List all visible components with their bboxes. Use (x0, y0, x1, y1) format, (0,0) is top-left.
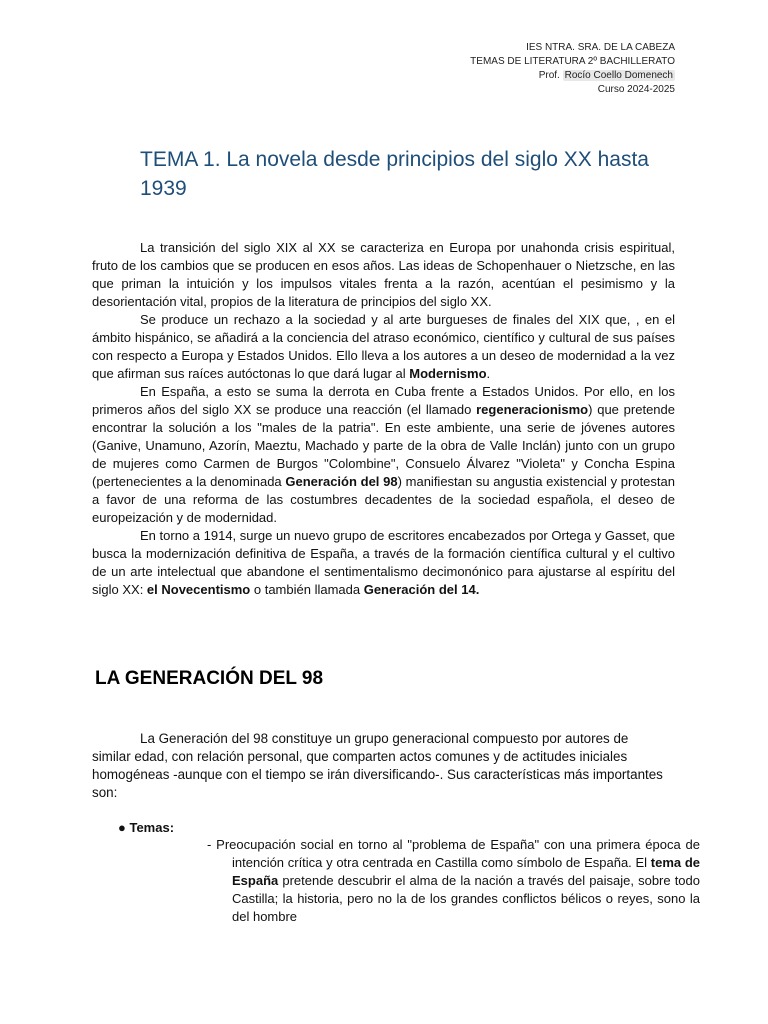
intro-paragraph-2: Se produce un rechazo a la sociedad y al arte burgueses de finales del XIX que, , en el ámbito hispánico, se añadirá a la conciencia del atraso económico, científico y cultural de sus países con respecto a Europa y Estados Unidos. Ello lleva a los autores a un deseo de modernidad a la vez que afirman sus raíces autóctonas lo que dará lugar al Modernismo. (92, 312, 675, 381)
professor-name: Rocío Coello Domenech (564, 70, 673, 81)
intro-text (92, 239, 675, 599)
course-year: Curso 2024-2025 (597, 84, 675, 95)
page-title: TEMA 1. La novela desde principios del siglo XX hasta 1939 (140, 148, 649, 200)
section-heading: LA GENERACIÓN DEL 98 (95, 668, 324, 689)
professor-line (470, 69, 675, 83)
section-intro: La Generación del 98 constituye un grupo generacional compuesto por autores de similar edad, con relación personal, que comparten actos comunes y de actitudes iniciales homogéneas -aunque con el tiempo se irán diversificando-. Sus características más importantes son: (92, 731, 663, 800)
subject-line: TEMAS DE LITERATURA 2º BACHILLERATO (470, 56, 675, 67)
document-header (470, 41, 675, 97)
intro-paragraph-1: La transición del siglo XIX al XX se caracteriza en Europa por unahonda crisis espiritual, fruto de los cambios que se producen en esos años. Las ideas de Schopenhauer o Nietzsche, en las que priman la intuición y los impulsos vitales frenta a la razón, acentúan el pesimismo y la desorientación vital, propios de la literatura de principios del siglo XX. (92, 240, 675, 309)
intro-paragraph-3: En España, a esto se suma la derrota en Cuba frente a Estados Unidos. Por ello, en los primeros años del siglo XX se produce una reacción (el llamado regeneracionismo) que pretende encontrar la solución a los "males de la patria". En este ambiente, una serie de jóvenes autores (Ganive, Unamuno, Azorín, Maeztu, Machado y parte de la obra de Valle Inclán) junto con un grupo de mujeres como Carmen de Burgos "Colombine", Consuelo Álvarez "Violeta" y Concha Espina (pertenecientes a la denominada Generación del 98) manifiestan su angustia existencial y protestan a favor de una reforma de las costumbres decadentes de la sociedad española, el deseo de europeización y de modernidad. (92, 384, 675, 525)
bullet-temas: ● Temas: (118, 820, 175, 835)
term-tema-espana: tema de España (232, 855, 700, 888)
term-generacion-14: Generación del 14. (363, 582, 480, 597)
term-modernismo: Modernismo (409, 366, 487, 381)
term-regeneracionismo: regeneracionismo (476, 402, 589, 417)
professor-prefix: Prof. (538, 70, 563, 81)
temas-item: - Preocupación social en torno al "problema de España" con una primera época de intención crítica y otra centrada en Castilla como símbolo de España. El tema de España pretende descubrir el alma de la nación a través del paisaje, sobre todo Castilla; la historia, pero no la de los grandes conflictos bélicos o reyes, sono la del hombre (207, 837, 700, 924)
term-novecentismo: el Novecentismo (146, 582, 251, 597)
term-generacion-98: Generación del 98 (285, 474, 398, 489)
school-name: IES NTRA. SRA. DE LA CABEZA (526, 42, 675, 53)
intro-paragraph-4: En torno a 1914, surge un nuevo grupo de escritores encabezados por Ortega y Gasset, que busca la modernización definitiva de España, a través de la formación científica cultural y el cultivo de un arte intelectual que abandone el sentimentalismo decimonónico para ajustarse al espíritu del siglo XX: el Novecentismo o también llamada Generación del 14. (92, 528, 675, 597)
